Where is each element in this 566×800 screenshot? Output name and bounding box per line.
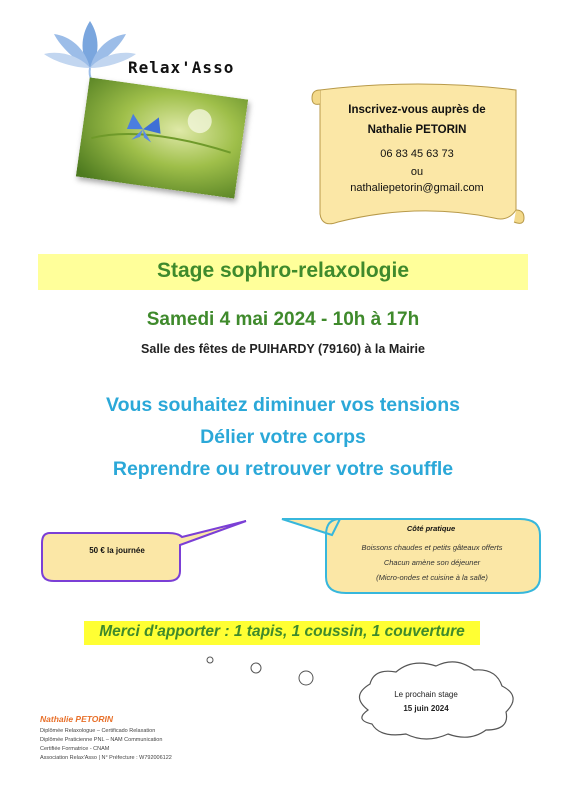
next-stage-label: Le prochain stage [394, 690, 458, 699]
butterfly-photo [76, 77, 248, 198]
organization-name: Relax'Asso [128, 58, 235, 77]
benefit-line: Reprendre ou retrouver votre souffle [112, 458, 454, 480]
registration-or: ou [410, 166, 424, 178]
event-date: Samedi 4 mai 2024 - 10h à 17h [146, 309, 420, 330]
practical-item: Boissons chaudes et petits gâteaux offerts [361, 543, 503, 552]
footer-name: Nathalie PETORIN [40, 714, 114, 724]
footer-credential: Certifiée Formatrice - CNAM [40, 746, 110, 752]
next-stage-date: 15 juin 2024 [403, 704, 449, 713]
practical-item: (Micro-ondes et cuisine à la salle) [376, 573, 488, 582]
price-label: 50 € la journée [89, 546, 145, 555]
registration-phone[interactable]: 06 83 45 63 73 [380, 148, 454, 160]
benefit-line: Vous souhaitez diminuer vos tensions [106, 394, 460, 416]
footer-credential: Diplômée Praticienne PNL – NAM Communication [40, 737, 163, 743]
benefit-line: Délier votre corps [200, 426, 366, 448]
practical-title: Côté pratique [406, 524, 456, 533]
event-title: Stage sophro-relaxologie [156, 259, 410, 282]
bring-items: Merci d'apporter : 1 tapis, 1 coussin, 1 couverture [99, 623, 465, 640]
registration-email[interactable]: nathaliepetorin@gmail.com [350, 182, 484, 194]
event-venue: Salle des fêtes de PUIHARDY (79160) à la Mairie [141, 342, 425, 356]
footer-credential: Diplômée Relaxologue – Certificado Relaxation [40, 728, 156, 734]
registration-contact-name: Nathalie PETORIN [367, 124, 467, 136]
butterfly-image [76, 77, 248, 198]
registration-line1: Inscrivez-vous auprès de [348, 104, 486, 116]
footer-association: Association Relax'Asso | N° Préfecture : W792006122 [40, 755, 172, 761]
practical-item: Chacun amène son déjeuner [383, 558, 481, 567]
